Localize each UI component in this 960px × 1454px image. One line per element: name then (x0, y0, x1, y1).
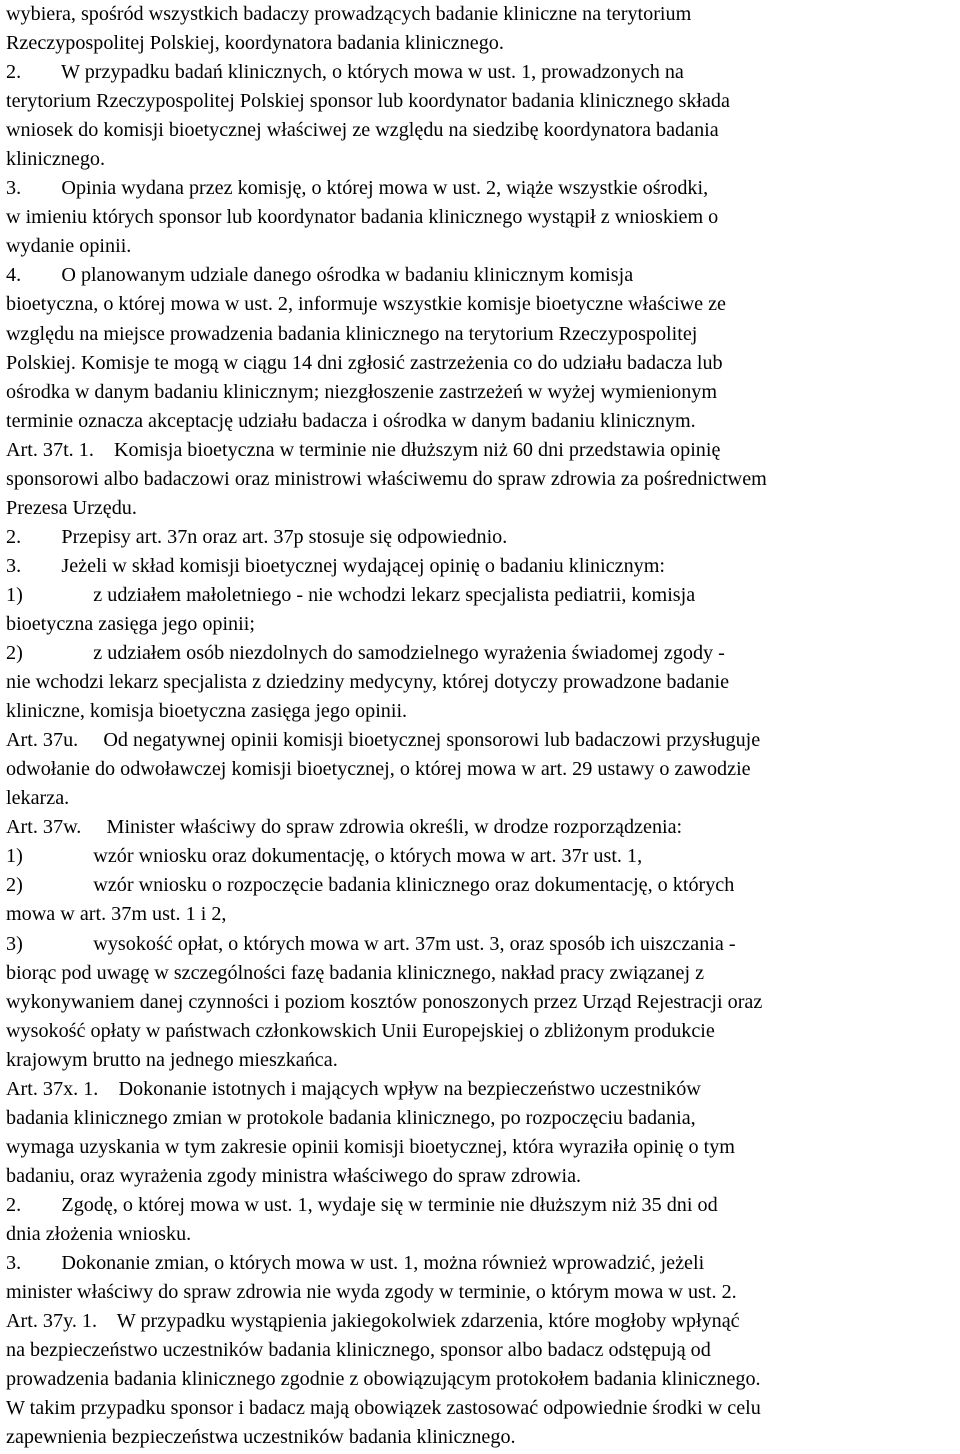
text-line: Art. 37t. 1. Komisja bioetyczna w terminie nie dłuższym niż 60 dni przedstawia opinię (6, 438, 721, 461)
text-line: 2. Zgodę, o której mowa w ust. 1, wydaje się w terminie nie dłuższym niż 35 dni od (6, 1193, 718, 1216)
text-line: prowadzenia badania klinicznego zgodnie z obowiązującym protokołem badania klinicznego. (6, 1368, 761, 1391)
text-line: 4. O planowanym udziale danego ośrodka w badaniu klinicznym komisja (6, 264, 634, 287)
text-line: 3. Opinia wydana przez komisję, o której mowa w ust. 2, wiąże wszystkie ośrodki, (6, 177, 709, 200)
text-line: 2) z udziałem osób niezdolnych do samodzielnego wyrażenia świadomej zgody - (6, 642, 725, 665)
text-line: w imieniu których sponsor lub koordynator badania klinicznego wystąpił z wnioskiem o (6, 206, 719, 229)
text-line: 1) wzór wniosku oraz dokumentację, o których mowa w art. 37r ust. 1, (6, 845, 643, 868)
text-line: na bezpieczeństwo uczestników badania klinicznego, sponsor albo badacz odstępują od (6, 1339, 711, 1362)
text-line: terytorium Rzeczypospolitej Polskiej sponsor lub koordynator badania klinicznego składa (6, 90, 730, 113)
text-line: Polskiej. Komisje te mogą w ciągu 14 dni zgłosić zastrzeżenia co do udziału badacza lub (6, 351, 723, 374)
text-line: kliniczne, komisja bioetyczna zasięga jego opinii. (6, 700, 408, 723)
text-line: Rzeczypospolitej Polskiej, koordynatora badania klinicznego. (6, 32, 504, 55)
text-line: Art. 37w. Minister właściwy do spraw zdrowia określi, w drodze rozporządzenia: (6, 816, 683, 839)
text-line: W takim przypadku sponsor i badacz mają obowiązek zastosować odpowiednie środki w celu (6, 1397, 761, 1420)
text-line: wykonywaniem danej czynności i poziom kosztów ponoszonych przez Urząd Rejestracji oraz (6, 990, 763, 1013)
text-line: względu na miejsce prowadzenia badania klinicznego na terytorium Rzeczypospolitej (6, 322, 698, 345)
text-line: Art. 37u. Od negatywnej opinii komisji bioetycznej sponsorowi lub badaczowi przysługuje (6, 729, 761, 752)
text-line: 2. W przypadku badań klinicznych, o których mowa w ust. 1, prowadzonych na (6, 61, 684, 84)
text-line: sponsorowi albo badaczowi oraz ministrowi właściwemu do spraw zdrowia za pośrednictwem (6, 467, 767, 490)
text-line: 3. Dokonanie zmian, o których mowa w ust. 1, można również wprowadzić, jeżeli (6, 1252, 705, 1275)
text-line: wysokość opłaty w państwach członkowskich Unii Europejskiej o zbliżonym produkcie (6, 1019, 715, 1042)
text-line: 3. Jeżeli w skład komisji bioetycznej wydającej opinię o badaniu klinicznym: (6, 554, 666, 577)
text-line: bioetyczna zasięga jego opinii; (6, 612, 255, 635)
text-line: 1) z udziałem małoletniego - nie wchodzi lekarz specjalista pediatrii, komisja (6, 583, 696, 606)
text-line: krajowym brutto na jednego mieszkańca. (6, 1048, 338, 1071)
text-line: Art. 37y. 1. W przypadku wystąpienia jakiegokolwiek zdarzenia, które mogłoby wpłynąć (6, 1310, 740, 1333)
text-line: odwołanie do odwoławczej komisji bioetycznej, o której mowa w art. 29 ustawy o zawodzie (6, 758, 751, 781)
text-line: wniosek do komisji bioetycznej właściwej ze względu na siedzibę koordynatora badania (6, 119, 719, 142)
text-line: 3) wysokość opłat, o których mowa w art. 37m ust. 3, oraz sposób ich uiszczania - (6, 932, 736, 955)
text-line: nie wchodzi lekarz specjalista z dziedziny medycyny, której dotyczy prowadzone badanie (6, 671, 730, 694)
text-line: 2. Przepisy art. 37n oraz art. 37p stosuje się odpowiednio. (6, 525, 508, 548)
text-line: 2) wzór wniosku o rozpoczęcie badania klinicznego oraz dokumentację, o których (6, 874, 735, 897)
text-line: badaniu, oraz wyrażenia zgody ministra właściwego do spraw zdrowia. (6, 1164, 582, 1187)
text-line: wymaga uzyskania w tym zakresie opinii komisji bioetycznej, która wyraziła opinię o tym (6, 1135, 735, 1158)
text-line: mowa w art. 37m ust. 1 i 2, (6, 903, 227, 926)
document-body (6, 0, 958, 1452)
text-line: klinicznego. (6, 148, 106, 171)
text-line: zapewnienia bezpieczeństwa uczestników badania klinicznego. (6, 1426, 516, 1449)
text-line: minister właściwy do spraw zdrowia nie wyda zgody w terminie, o którym mowa w ust. 2. (6, 1281, 737, 1304)
text-line: wybiera, spośród wszystkich badaczy prowadzących badanie kliniczne na terytorium (6, 3, 692, 25)
text-line: dnia złożenia wniosku. (6, 1222, 192, 1245)
text-line: ośrodka w danym badaniu klinicznym; niezgłoszenie zastrzeżeń w wyżej wymienionym (6, 380, 718, 403)
text-line: wydanie opinii. (6, 235, 132, 258)
text-line: terminie oznacza akceptację udziału badacza i ośrodka w danym badaniu klinicznym. (6, 409, 696, 432)
text-line: biorąc pod uwagę w szczególności fazę badania klinicznego, nakład pracy związanej z (6, 961, 705, 984)
text-line: Art. 37x. 1. Dokonanie istotnych i mających wpływ na bezpieczeństwo uczestników (6, 1077, 701, 1100)
text-line: Prezesa Urzędu. (6, 496, 137, 519)
text-line: badania klinicznego zmian w protokole badania klinicznego, po rozpoczęciu badania, (6, 1106, 696, 1129)
text-line: lekarza. (6, 787, 70, 810)
text-line: bioetyczna, o której mowa w ust. 2, informuje wszystkie komisje bioetyczne właściwe ze (6, 293, 726, 316)
